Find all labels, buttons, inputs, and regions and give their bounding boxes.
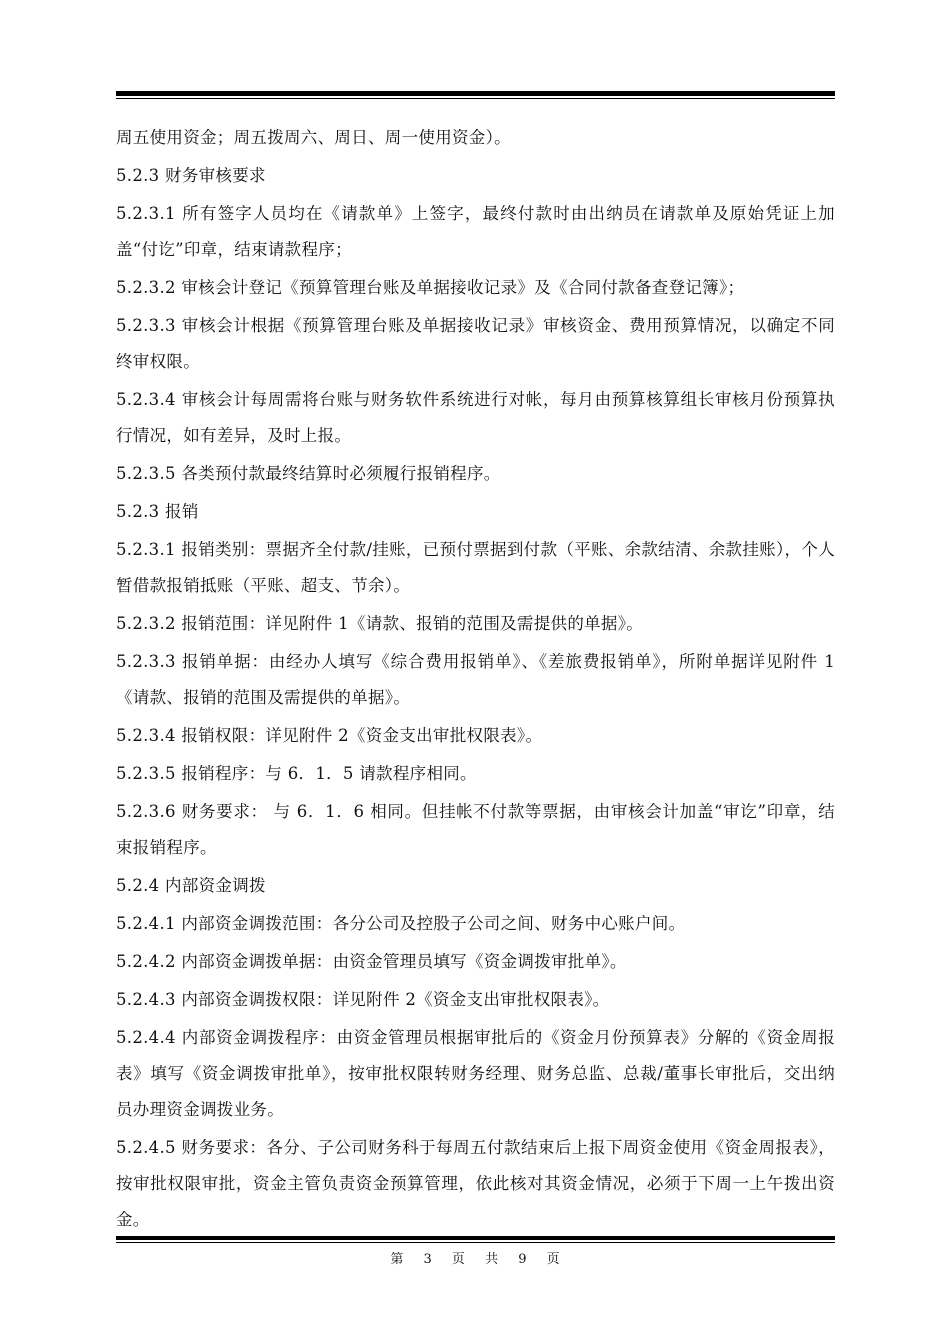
paragraph: 5.2.4.1 内部资金调拨范围：各分公司及控股子公司之间、财务中心账户间。	[116, 914, 686, 933]
document-body	[116, 120, 835, 1240]
paragraph: 5.2.3.3 审核会计根据《预算管理台账及单据接收记录》审核资金、费用预算情况，以确定不同终审权限。	[116, 316, 835, 371]
paragraph: 5.2.3.4 报销权限：详见附件 2《资金支出审批权限表》。	[116, 726, 543, 745]
page-footer	[0, 1248, 950, 1267]
header-double-rule	[116, 91, 835, 99]
footer-label-ye: 页	[451, 1252, 465, 1267]
section-heading: 5.2.3 财务审核要求	[116, 166, 266, 185]
footer-label-page: 第	[390, 1252, 404, 1267]
paragraph: 5.2.4.4 内部资金调拨程序：由资金管理员根据审批后的《资金月份预算表》分解的《资金周报表》填写《资金调拨审批单》，按审批权限转财务经理、财务总监、总裁/董事长审批后，交出纳员办理资金调拨业务。	[116, 1028, 835, 1119]
paragraph: 5.2.4.2 内部资金调拨单据：由资金管理员填写《资金调拨审批单》。	[116, 952, 627, 971]
paragraph: 5.2.4.5 财务要求：各分、子公司财务科于每周五付款结束后上报下周资金使用《资金周报表》，按审批权限审批，资金主管负责资金预算管理，依此核对其资金情况，必须于下周一上午拨出资金。	[116, 1138, 835, 1229]
footer-double-rule	[116, 1236, 835, 1243]
section-heading: 5.2.4 内部资金调拨	[116, 876, 266, 895]
paragraph: 5.2.3.2 审核会计登记《预算管理台账及单据接收记录》及《合同付款备查登记簿》；	[116, 278, 745, 297]
paragraph: 5.2.3.5 报销程序：与 6．1．5 请款程序相同。	[116, 764, 477, 783]
paragraph: 周五使用资金；周五拨周六、周日、周一使用资金）。	[116, 128, 511, 147]
paragraph: 5.2.3.6 财务要求： 与 6．1．6 相同。但挂帐不付款等票据，由审核会计加盖“审讫”印章，结束报销程序。	[116, 802, 835, 857]
paragraph: 5.2.3.5 各类预付款最终结算时必须履行报销程序。	[116, 464, 501, 483]
paragraph: 5.2.3.2 报销范围：详见附件 1《请款、报销的范围及需提供的单据》。	[116, 614, 644, 633]
footer-current-page: 3	[423, 1252, 432, 1267]
paragraph: 5.2.4.3 内部资金调拨权限：详见附件 2《资金支出审批权限表》。	[116, 990, 610, 1009]
footer-label-total: 共	[485, 1252, 499, 1267]
paragraph: 5.2.3.4 审核会计每周需将台账与财务软件系统进行对帐，每月由预算核算组长审核月份预算执行情况，如有差异，及时上报。	[116, 390, 835, 445]
paragraph: 5.2.3.3 报销单据：由经办人填写《综合费用报销单》、《差旅费报销单》，所附单据详见附件 1《请款、报销的范围及需提供的单据》。	[116, 652, 835, 707]
paragraph: 5.2.3.1 报销类别：票据齐全付款/挂账，已预付票据到付款（平账、余款结清、余款挂账），个人暂借款报销抵账（平账、超支、节余）。	[116, 540, 835, 595]
paragraph: 5.2.3.1 所有签字人员均在《请款单》上签字，最终付款时由出纳员在请款单及原始凭证上加盖“付讫”印章，结束请款程序；	[116, 204, 835, 259]
footer-label-ye2: 页	[546, 1252, 560, 1267]
footer-total-pages: 9	[518, 1252, 527, 1267]
section-heading: 5.2.3 报销	[116, 502, 199, 521]
